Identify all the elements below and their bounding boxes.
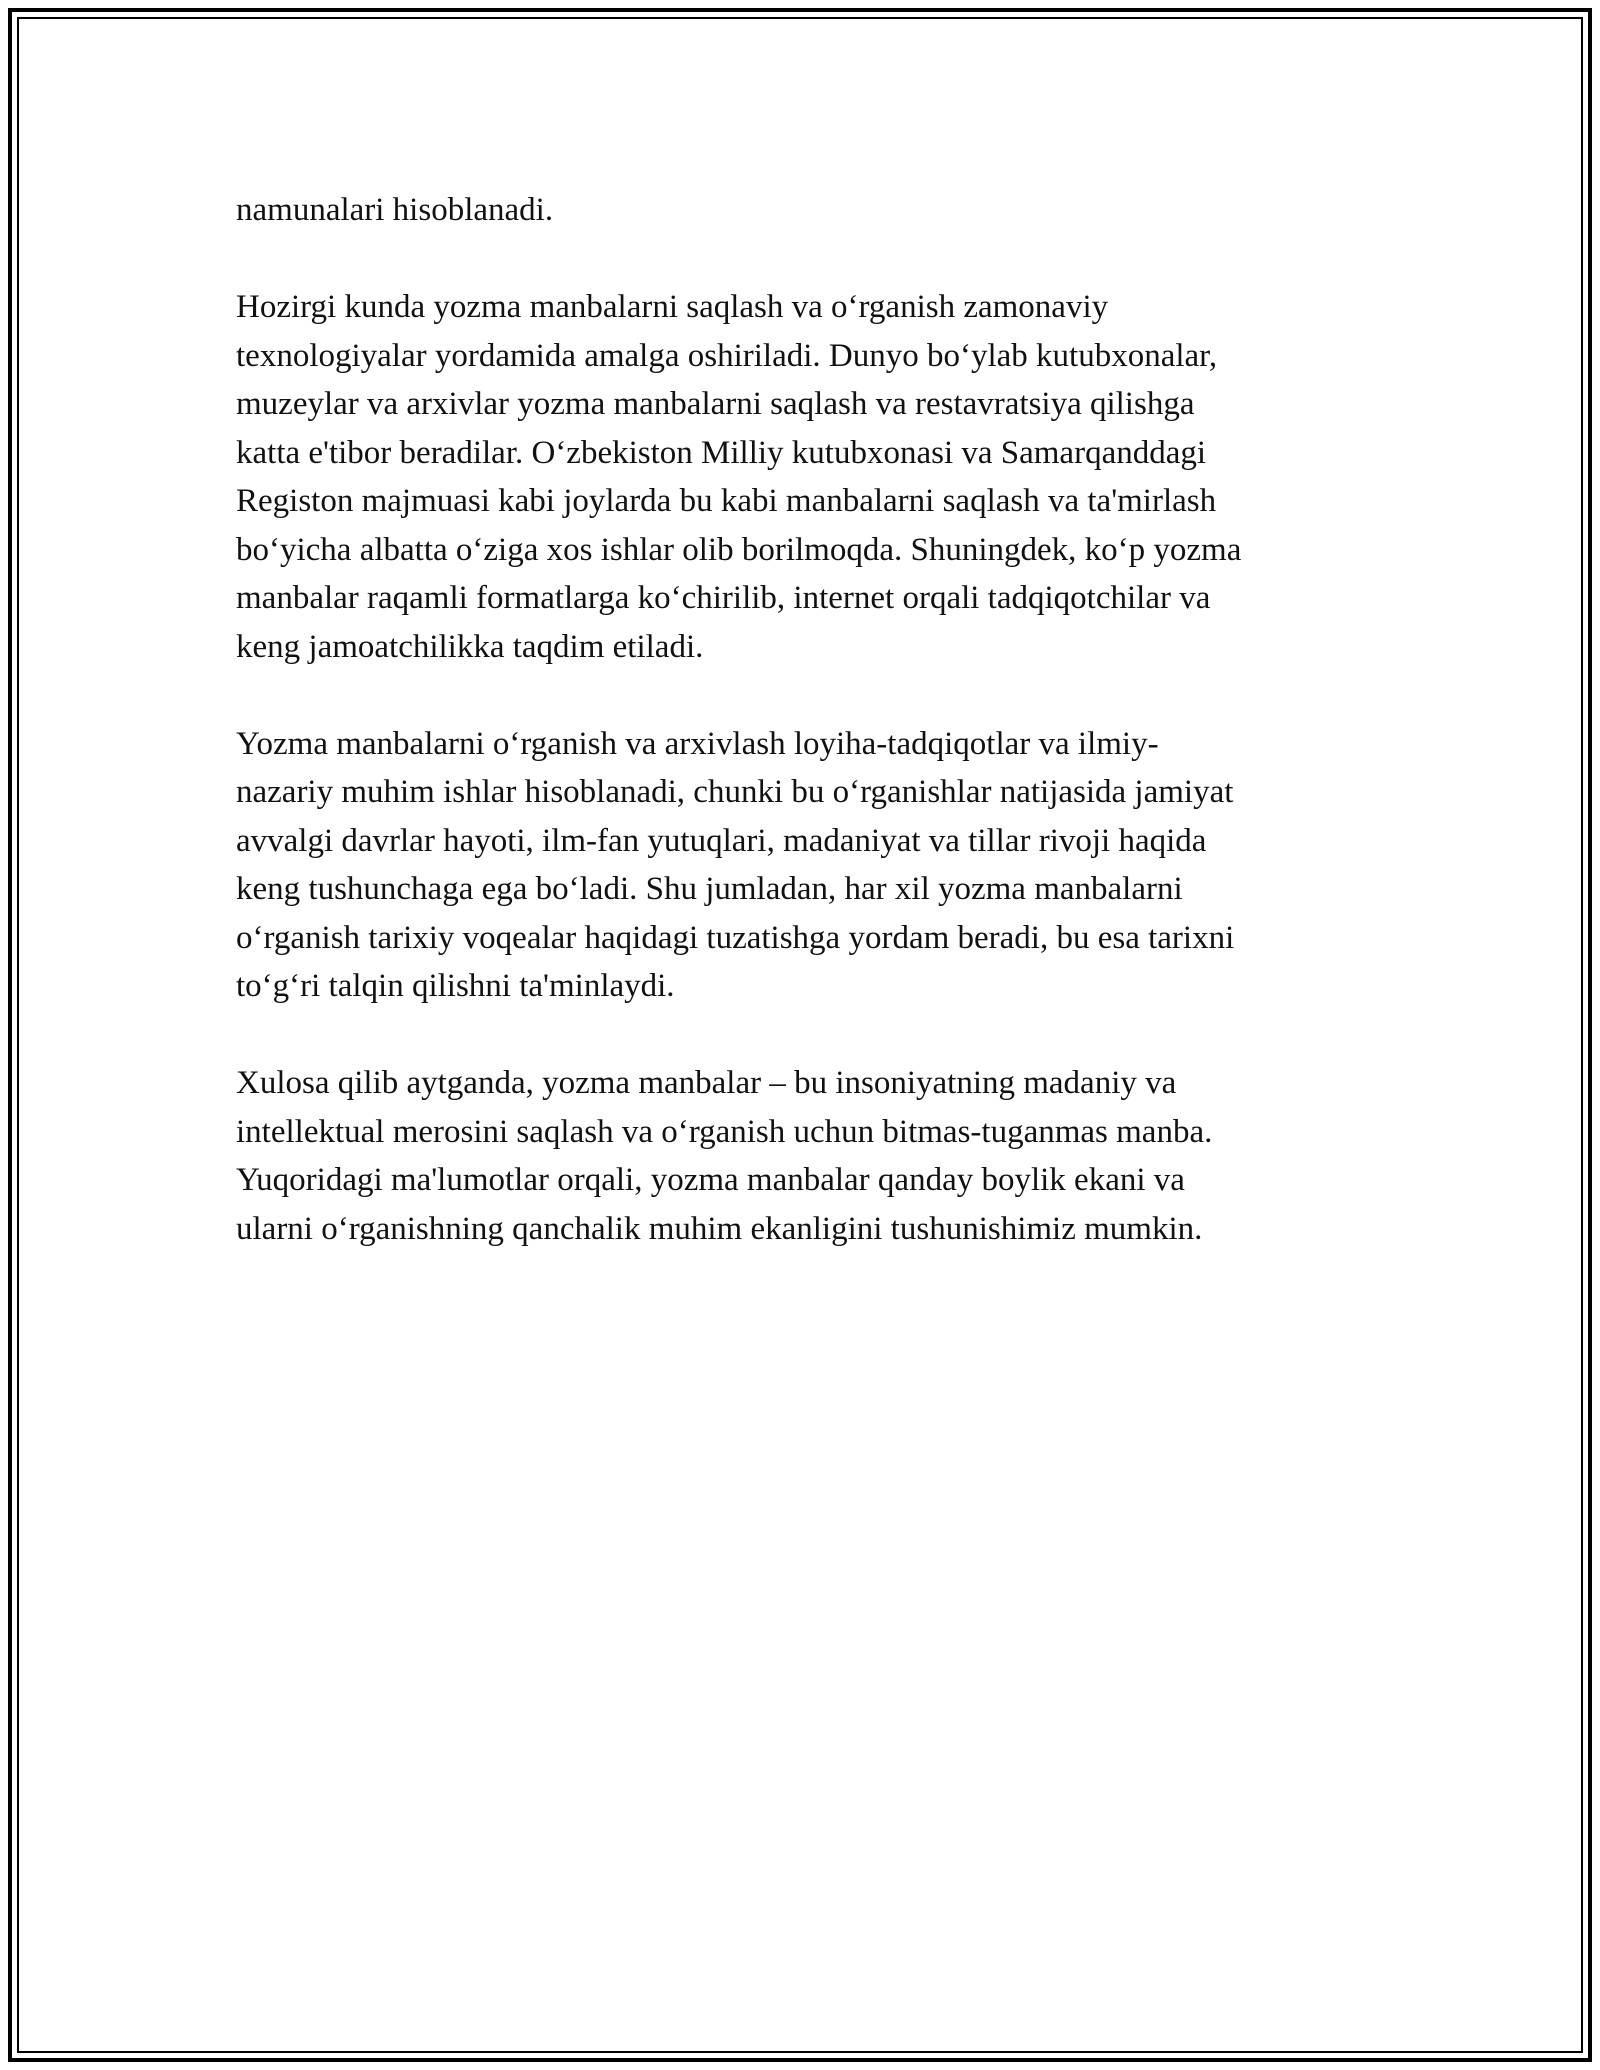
paragraph — [236, 186, 1366, 235]
text-line: Yuqoridagi ma'lumotlar orqali, yozma manbalar qanday boylik ekani va — [236, 1162, 1185, 1198]
text-line: manbalar raqamli formatlarga ko‘chirilib, internet orqali tadqiqotchilar va — [236, 580, 1211, 616]
text-line: katta e'tibor beradilar. O‘zbekiston Milliy kutubxonasi va Samarqanddagi — [236, 434, 1207, 471]
text-line: Yozma manbalarni o‘rganish va arxivlash loyiha-tadqiqotlar va ilmiy- — [236, 725, 1159, 762]
text-line: namunalari hisoblanadi. — [236, 192, 554, 228]
paragraph — [236, 720, 1366, 1011]
text-line: keng jamoatchilikka taqdim etiladi. — [236, 628, 704, 665]
text-line: Hozirgi kunda yozma manbalarni saqlash va o‘rganish zamonaviy — [236, 289, 1109, 325]
text-line: Xulosa qilib aytganda, yozma manbalar – bu insoniyatning madaniy va — [236, 1065, 1177, 1101]
text-line: to‘g‘ri talqin qilishni ta'minlaydi. — [236, 968, 675, 1004]
paragraph — [236, 283, 1366, 671]
text-line: nazariy muhim ishlar hisoblanadi, chunki bu o‘rganishlar natijasida jamiyat — [236, 774, 1234, 810]
text-line: bo‘yicha albatta o‘ziga xos ishlar olib borilmoqda. Shuningdek, ko‘p yozma — [236, 531, 1242, 568]
text-line: ularni o‘rganishning qanchalik muhim ekanligini tushunishimiz mumkin. — [236, 1210, 1203, 1247]
text-line: texnologiyalar yordamida amalga oshiriladi. Dunyo bo‘ylab kutubxonalar, — [236, 337, 1218, 374]
document-body — [236, 186, 1366, 1302]
text-line: intellektual merosini saqlash va o‘rganish uchun bitmas-tuganmas manba. — [236, 1113, 1213, 1150]
text-line: o‘rganish tarixiy voqealar haqidagi tuzatishga yordam beradi, bu esa tarixni — [236, 919, 1235, 956]
text-line: avvalgi davrlar hayoti, ilm-fan yutuqlari, madaniyat va tillar rivoji haqida — [236, 822, 1207, 859]
text-line: keng tushunchaga ega bo‘ladi. Shu jumladan, har xil yozma manbalarni — [236, 871, 1183, 907]
paragraph — [236, 1059, 1366, 1253]
text-line: Registon majmuasi kabi joylarda bu kabi manbalarni saqlash va ta'mirlash — [236, 483, 1217, 519]
text-line: muzeylar va arxivlar yozma manbalarni saqlash va restavratsiya qilishga — [236, 386, 1195, 422]
